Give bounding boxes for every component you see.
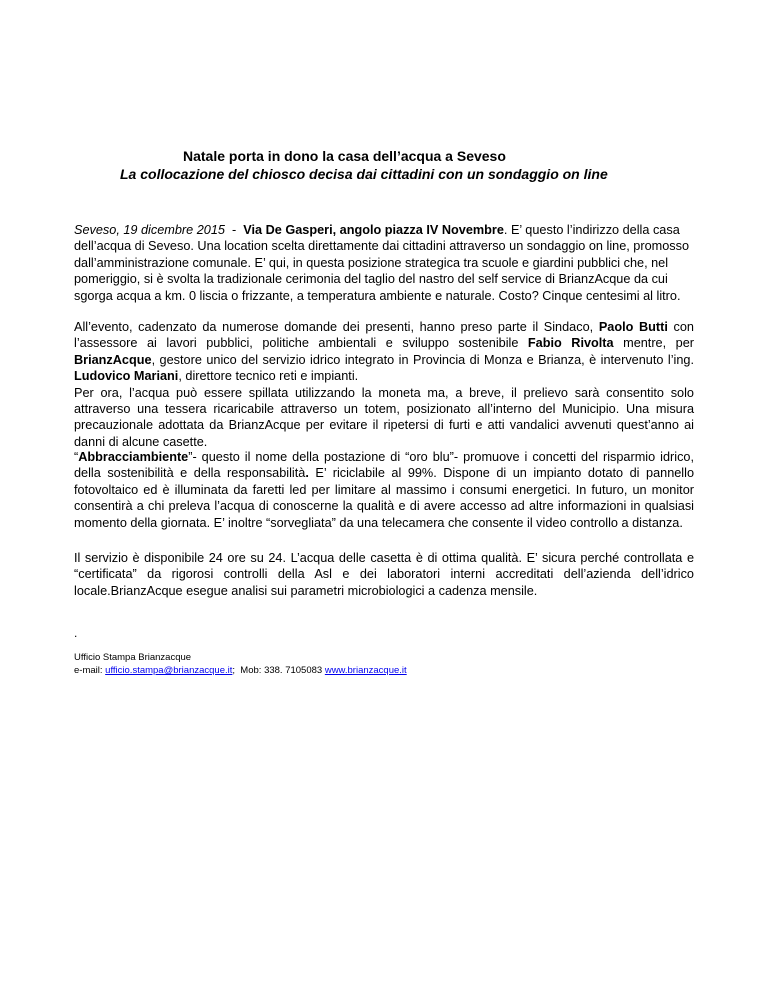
kiosk-text-1: ”- questo il nome della postazione di “oro blu”- promuove i concetti del risparmio idrico, della sostenibilità e della responsabilità	[74, 450, 694, 481]
press-office-footer	[74, 651, 407, 677]
phone-text: ; Mob: 338. 7105083	[232, 665, 325, 676]
contact-line	[74, 664, 407, 677]
intro-text: . E’ questo l’indirizzo della casa dell’acqua di Seveso. Una location scelta direttamente dai cittadini attraverso un sondaggio on line, promosso dall’amministrazione comunale. E’ qui, in questa posizione strategica tra scuole e giardini pubblici che, nel pomeriggio, si è svolta la tradizionale cerimonia del taglio del nastro del self service di BrianzAcque da cui sgorga acqua a km. 0 liscia o frizzante, a temperatura ambiente e naturale. Costo? Cinque centesimi al litro.	[74, 223, 690, 303]
mayor-name: Paolo Butti	[598, 320, 668, 334]
website-link[interactable]: www.brianzacque.it	[324, 665, 407, 676]
email-label: e-mail:	[74, 665, 106, 676]
kiosk-open-quote: “	[74, 450, 79, 464]
event-text-4: , gestore unico del servizio idrico integrato in Provincia di Monza e Brianza, è intervenuto l’ing.	[151, 352, 694, 367]
paragraph-kiosk	[74, 449, 694, 531]
page-title: Natale porta in dono la casa dell’acqua a Seveso	[183, 148, 506, 164]
address: Via De Gasperi, angolo piazza IV Novembre	[243, 223, 504, 237]
kiosk-text-2: E’ riciclabile al 99%. Dispone di un impianto dotato di pannello fotovoltaico ed è illuminata da faretti led per limitare al massimo i consumi energetici. In futuro, un monitor consentirà a chi preleva l’acqua di conoscerne la qualità e di avere accesso ad altre informazioni in qualsiasi momento della giornata. E’ inoltre “sorvegliata” da una telecamera che consente il video controllo a distanza.	[74, 466, 694, 530]
company-name: BrianzAcque	[74, 352, 152, 367]
kiosk-bold-dot: .	[305, 466, 309, 481]
paragraph-event	[74, 319, 694, 450]
event-text-3: mentre, per	[613, 336, 695, 351]
event-text-2: con l’assessore ai lavori pubblici, politiche ambientali e sviluppo sostenibile	[74, 320, 694, 351]
director-name: Ludovico Mariani	[74, 369, 179, 384]
dateline-separator: -	[224, 223, 244, 237]
stray-dot: .	[74, 626, 78, 640]
paragraph-service: Il servizio è disponibile 24 ore su 24. L’acqua delle casetta è di ottima qualità. E’ sicura perché controllata e “certificata” da rigorosi controlli della Asl e dei laboratori interni accreditati dell’azienda dell’idrico locale.BrianzAcque esegue analisi sui parametri microbiologici a cadenza mensile.	[74, 551, 694, 598]
event-text-6: Per ora, l’acqua può essere spillata utilizzando la moneta ma, a breve, il prelievo sarà consentito solo attraverso una tessera ricaricabile attraverso un totem, posizionato all’interno del Municipio. Una misura precauzionale adottata da BrianzAcque per evitare il ripetersi di furti e atti vandalici avvenuti quest’anno ai danni di alcune casette.	[74, 385, 694, 449]
dateline: Seveso, 19 dicembre 2015	[74, 223, 225, 237]
paragraph-intro	[74, 222, 694, 304]
kiosk-name: Abbracciambiente	[78, 450, 189, 464]
press-office-name: Ufficio Stampa Brianzacque	[74, 652, 192, 663]
email-link[interactable]: ufficio.stampa@brianzacque.it	[105, 665, 233, 676]
assessor-name: Fabio Rivolta	[527, 336, 614, 351]
event-text-1: All’evento, cadenzato da numerose domande dei presenti, hanno preso parte il Sindaco,	[74, 320, 599, 334]
event-text-5: , direttore tecnico reti e impianti.	[178, 369, 359, 384]
page-subtitle: La collocazione del chiosco decisa dai cittadini con un sondaggio on line	[120, 166, 608, 182]
